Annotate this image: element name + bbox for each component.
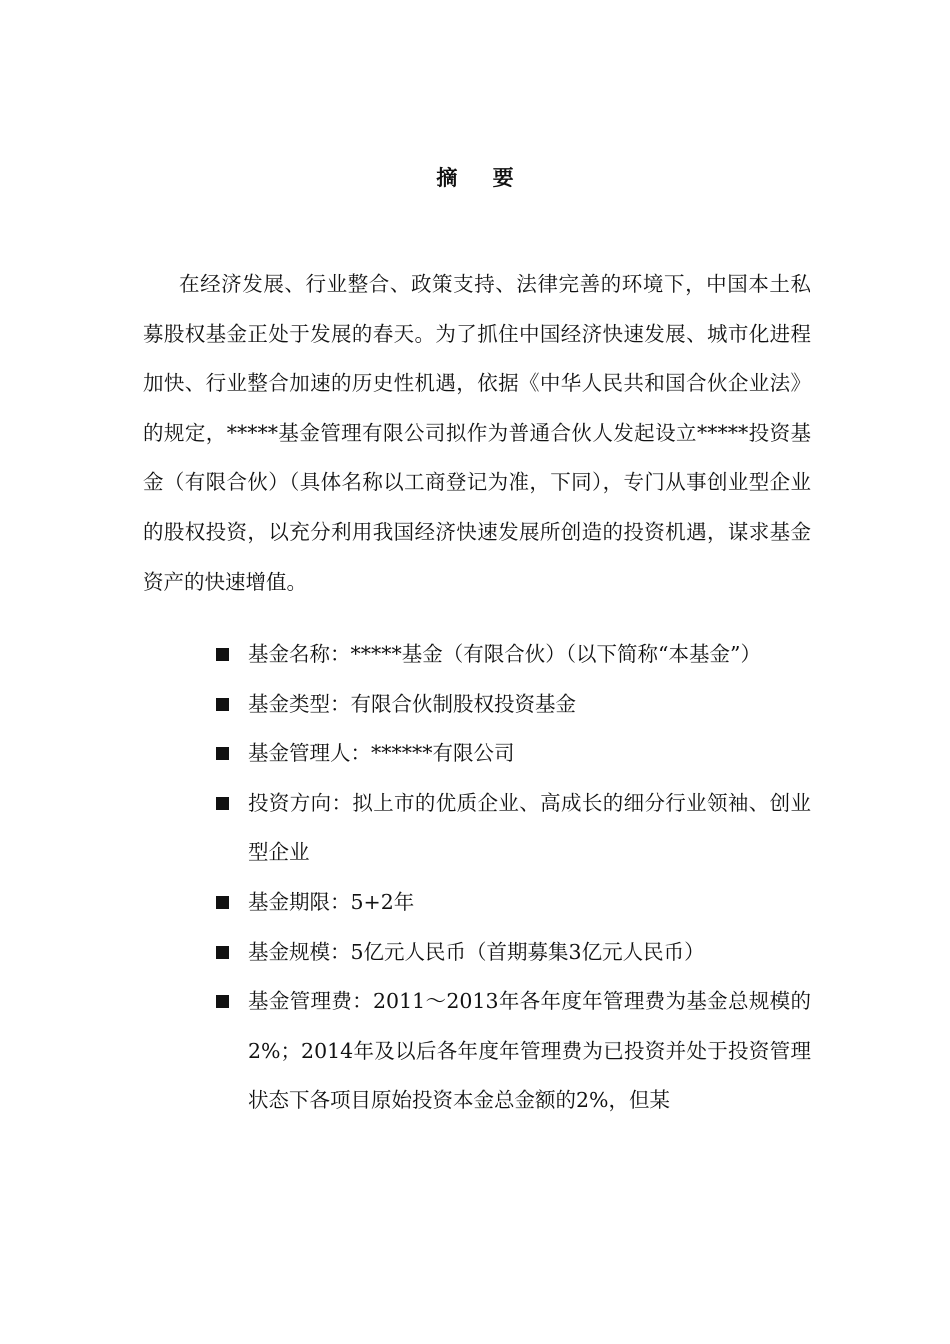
list-item <box>213 878 811 928</box>
management-fee-text: 基金管理费：2011～2013年各年度年管理费为基金总规模的2%；2014年及以后各年度年管理费为已投资并处于投资管理状态下各项目原始投资本金总金额的2%，但某 <box>248 989 811 1113</box>
square-bullet-icon <box>216 896 229 909</box>
investment-direction-text: 投资方向：拟上市的优质企业、高成长的细分行业领袖、创业型企业 <box>248 790 811 865</box>
square-bullet-icon <box>216 995 229 1008</box>
list-item <box>213 928 811 978</box>
fund-name-text: 基金名称：*****基金（有限合伙）（以下简称“本基金”） <box>248 642 761 666</box>
fund-terms-list <box>213 630 811 1126</box>
list-item <box>213 779 811 878</box>
square-bullet-icon <box>216 648 229 661</box>
list-item <box>213 977 811 1126</box>
fund-manager-text: 基金管理人：******有限公司 <box>248 741 515 766</box>
square-bullet-icon <box>216 698 229 711</box>
list-item <box>213 729 811 779</box>
fund-type-text: 基金类型：有限合伙制股权投资基金 <box>248 691 576 716</box>
square-bullet-icon <box>216 946 229 959</box>
fund-term-text: 基金期限：5+2年 <box>248 889 415 914</box>
square-bullet-icon <box>216 747 229 760</box>
list-item <box>213 630 811 680</box>
square-bullet-icon <box>216 797 229 810</box>
fund-size-text: 基金规模：5亿元人民币（首期募集3亿元人民币） <box>248 939 705 964</box>
list-item <box>213 680 811 730</box>
page-title: 摘 要 <box>436 165 528 190</box>
abstract-paragraph: 在经济发展、行业整合、政策支持、法律完善的环境下，中国本土私募股权基金正处于发展的春天。为了抓住中国经济快速发展、城市化进程加快、行业整合加速的历史性机遇，依据《中华人民共和国合伙企业法》的规定，*****基金管理有限公司拟作为普通合伙人发起设立*****投资基金（有限合伙）（具体名称以工商登记为准，下同），专门从事创业型企业的股权投资，以充分利用我国经济快速发展所创造的投资机遇，谋求基金资产的快速增值。 <box>143 272 811 594</box>
